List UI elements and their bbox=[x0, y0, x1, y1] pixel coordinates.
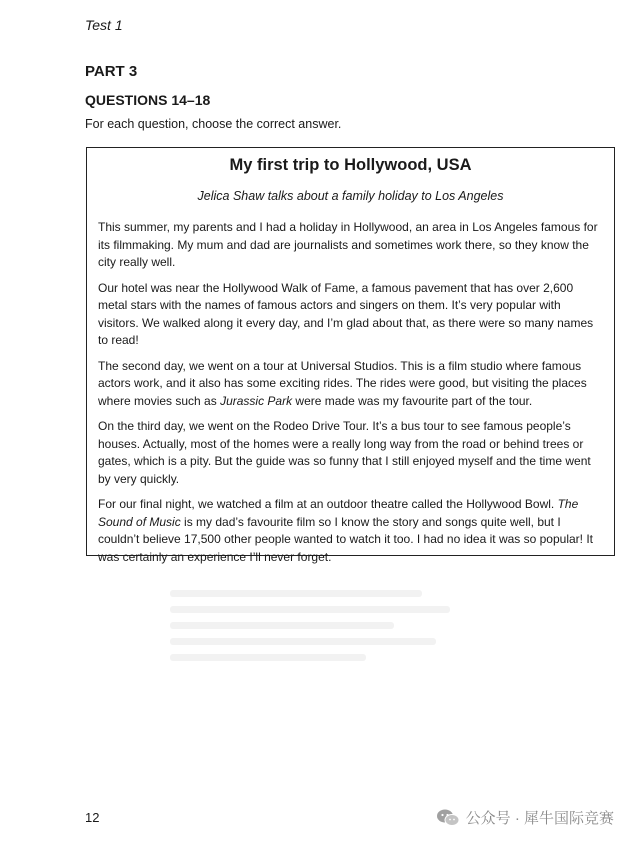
questions-title: QUESTIONS 14–18 bbox=[85, 92, 211, 108]
watermark-text: 公众号 · 犀牛国际竞赛 bbox=[465, 810, 614, 827]
paragraph-5-text-b: is my dad’s favourite film so I know the story and songs quite well, but I couldn’t believe 17,500 other people wanted to watch it too. I had no idea it was so popular! It was certainly an experience I’ll never forget. bbox=[98, 514, 593, 564]
page-number: 12 bbox=[85, 810, 100, 825]
paragraph-1: This summer, my parents and I had a holiday in Hollywood, an area in Los Angeles famous for its filmmaking. My mum and dad are journalists and sometimes work there, so they know the city really well. bbox=[98, 220, 598, 269]
paragraph-3 bbox=[98, 358, 603, 411]
instruction-text: For each question, choose the correct answer. bbox=[85, 117, 342, 131]
paragraph-4: On the third day, we went on the Rodeo Drive Tour. It’s a bus tour to see famous people’s houses. Actually, most of the homes were a really long way from the road or behind trees or gates, which is a pity. But the guide was so funny that I still enjoyed myself and the time went by very quickly. bbox=[98, 419, 591, 486]
article-box bbox=[86, 147, 615, 564]
article-subtitle: Jelica Shaw talks about a family holiday to Los Angeles bbox=[197, 189, 504, 203]
watermark bbox=[436, 807, 614, 828]
paragraph-5-text-a: For our final night, we watched a film at an outdoor theatre called the Hollywood Bowl. bbox=[98, 497, 558, 511]
film-title-jurassic-park: Jurassic Park bbox=[220, 393, 293, 408]
paragraph-2: Our hotel was near the Hollywood Walk of Fame, a famous pavement that has over 2,600 metal stars with the names of famous actors and singers on them. It’s very popular with visitors. We walked along it every day, and I’m glad about that, as there were so many names to read! bbox=[98, 280, 594, 347]
paragraph-3-text-b: were made was my favourite part of the tour. bbox=[292, 393, 533, 408]
film-title-sound-of-music: The Sound of Music bbox=[98, 497, 579, 529]
wechat-icon bbox=[436, 808, 460, 828]
show-through-text bbox=[170, 590, 450, 700]
paragraph-5 bbox=[98, 496, 603, 566]
article-body bbox=[98, 219, 603, 566]
part-title: PART 3 bbox=[85, 63, 138, 80]
paragraph-3-text-a: The second day, we went on a tour at Universal Studios. This is a film studio where famous actors work, and it also has some exciting rides. The rides were good, but visiting the places where movies such as bbox=[98, 358, 587, 408]
test-label: Test 1 bbox=[85, 17, 123, 33]
article-title: My first trip to Hollywood, USA bbox=[229, 156, 472, 174]
